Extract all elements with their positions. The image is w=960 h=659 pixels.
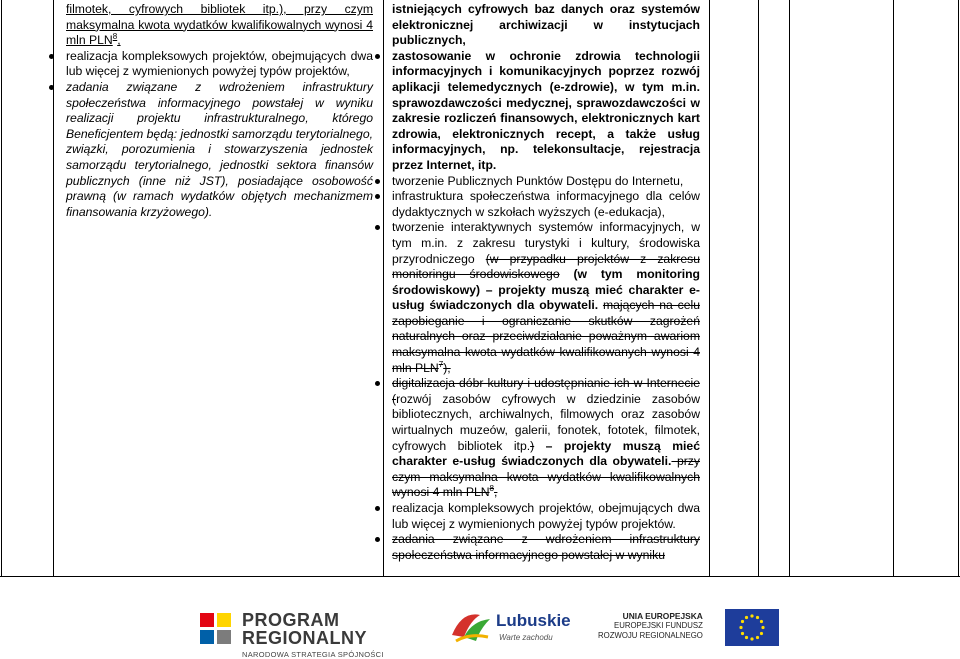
left-column-text xyxy=(66,2,373,220)
program-regionalny-icon xyxy=(196,609,236,649)
middle-column-text xyxy=(392,2,700,563)
table-divider xyxy=(758,0,759,577)
table-bottom-border xyxy=(0,576,960,577)
table-border-right xyxy=(958,0,959,577)
list-item: digitalizacja dóbr kultury i udostępnianie ich w Internecie (rozwój zasobów cyfrowych w dziedzinie zasobów bibliotecznych, archiwalnych, filmowych oraz zasobów wirtualnych muzeów, galerii, fonotek, fototek, filmotek, cyfrowych bibliotek itp.) – projekty muszą mieć charakter e-usług świadczonych dla obywateli. przy czym maksymalna kwota wydatków kwalifikowalnych wynosi 4 mln PLN$^8$, xyxy=(392,376,700,501)
footer-logos: PROGRAM REGIONALNY NARODOWA STRATEGIA SPÓJNOŚCI Lubuskie Warte zachodu UNIA EUROPEJSKA EUROPEJSKI FUNDUSZ ROZWOJU REGIONALNEGO xyxy=(0,585,960,657)
mid-paragraph: istniejących cyfrowych baz danych oraz systemów elektronicznej archiwizacji w instytucjach publicznych, xyxy=(392,2,700,48)
table-divider xyxy=(789,0,790,577)
bullet-icon xyxy=(49,54,54,59)
list-item: tworzenie interaktywnych systemów informacyjnych, w tym m.in. z zakresu turystyki i kultury, środowiska przyrodniczego (w przypadku projektów z zakresu monitoringu środowiskowego (w tym monitoring środowiskowy) – projekty muszą mieć charakter e-usług świadczonych dla obywateli. mających na celu zapobieganie i ograniczanie skutków zagrożeń naturalnych oraz przeciwdziałanie poważnym awariom maksymalna kwota wydatków kwalifikowanych wynosi 4 mln PLN$^7$), xyxy=(392,220,700,376)
bullet-icon xyxy=(375,506,380,511)
list-item: zadania związane z wdrożeniem infrastruktury społeczeństwa informacyjnego powstałej w wyniku xyxy=(392,532,700,563)
ue-text: UNIA EUROPEJSKA EUROPEJSKI FUNDUSZ ROZWOJU REGIONALNEGO xyxy=(598,611,703,640)
table-divider xyxy=(893,0,894,577)
program-regionalny-subtitle: NARODOWA STRATEGIA SPÓJNOŚCI xyxy=(242,650,384,659)
list-item: realizacja kompleksowych projektów, obejmujących dwa lub więcej z wymienionych powyżej typów projektów. xyxy=(392,501,700,532)
bullet-icon xyxy=(49,85,54,90)
bullet-icon xyxy=(375,54,380,59)
left-paragraph: filmotek, cyfrowych bibliotek itp.), przy czym maksymalna kwota wydatków kwalifikowalnych wynosi 4 mln PLN$^8$, xyxy=(66,2,373,48)
table-divider xyxy=(383,0,384,577)
list-item: infrastruktura społeczeństwa informacyjnego dla celów dydaktycznych w szkołach wyższych (e-edukacja), xyxy=(392,189,700,220)
list-item: realizacja kompleksowych projektów, obejmujących dwa lub więcej z wymienionych powyżej typów projektów, xyxy=(66,49,373,80)
list-item: tworzenie Publicznych Punktów Dostępu do Internetu, xyxy=(392,174,700,190)
eu-flag-icon xyxy=(725,609,779,646)
ue-logo xyxy=(598,611,703,641)
table-divider xyxy=(709,0,710,577)
list-item: zadania związane z wdrożeniem infrastruktury społeczeństwa informacyjnego powstałej w wyniku realizacji projektu infrastrukturalnego, którego Beneficjentem będą: jednostki samorządu terytorialnego, związki, porozumienia i stowarzyszenia jednostek samorządu terytorialnego, jednostki sektora finansów publicznych (inne niż JST), posiadające osobowość prawną (w ramach wydatków objętych mechanizmem finansowania krzyżowego). xyxy=(66,80,373,220)
lubuskie-emblem-icon xyxy=(450,607,492,643)
program-regionalny-title: PROGRAM REGIONALNY xyxy=(242,610,368,648)
list-item: zastosowanie w ochronie zdrowia technologii informacyjnych i komunikacyjnych poprzez rozwój aplikacji telemedycznych (e-zdrowie), w tym m.in. sprawozdawczości medycznej, sprawozdawczości w zakresie rozliczeń finansowych, elektronicznych kart zdrowia, elektronicznych recept, a także usług informacyjnych, np. telekonsultacje, rejestracja przez Internet, itp. xyxy=(392,49,700,174)
table-border-left xyxy=(1,0,2,577)
bullet-icon xyxy=(375,179,380,184)
